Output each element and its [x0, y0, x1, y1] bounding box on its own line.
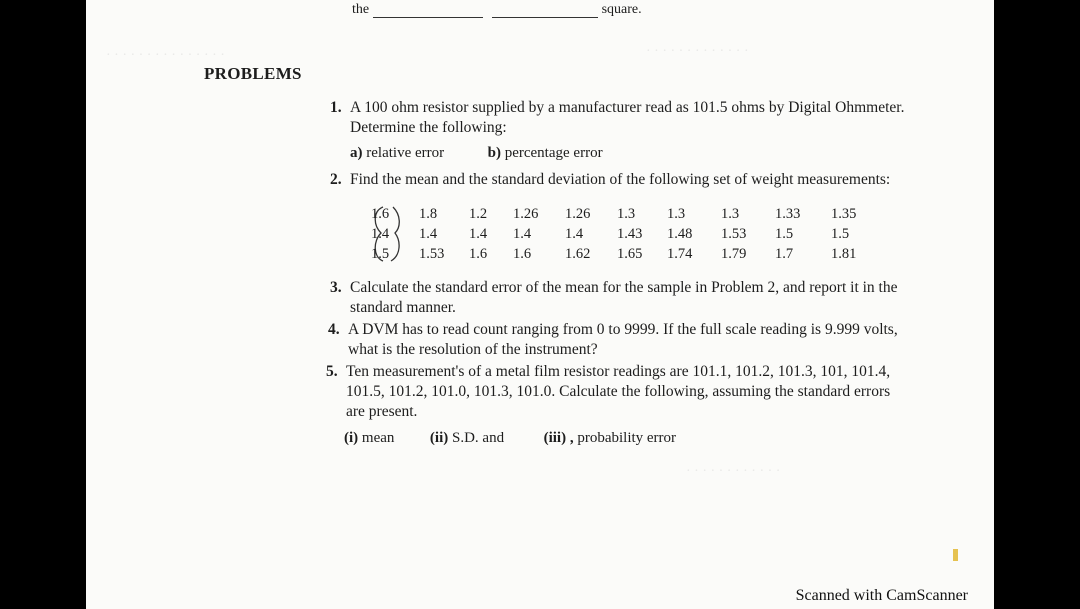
- part-text: relative error: [366, 145, 445, 161]
- measurements-table: [371, 204, 871, 264]
- table-cell: 1.4: [565, 225, 584, 242]
- problem-number: 4.: [328, 321, 340, 338]
- table-cell: 1.74: [667, 245, 693, 262]
- table-cell: 1.81: [831, 245, 857, 262]
- table-cell: 1.4: [371, 225, 390, 242]
- problem-text: A DVM has to read count ranging from 0 to 9999. If the full scale reading is 9.999 volts,: [348, 321, 898, 338]
- table-row: [371, 224, 871, 244]
- table-cell: 1.53: [419, 245, 445, 262]
- problem-4: [328, 320, 898, 360]
- problem-1-parts: [350, 145, 603, 162]
- problem-text: what is the resolution of the instrument?: [348, 341, 598, 358]
- table-cell: 1.3: [721, 205, 740, 222]
- part-label: b): [487, 145, 501, 161]
- table-cell: 1.53: [721, 225, 747, 242]
- bleed-through-text: · · · · · · · · · · · · · · ·: [106, 48, 225, 63]
- table-cell: 1.33: [775, 205, 801, 222]
- problem-number: 2.: [330, 171, 342, 188]
- table-row: [371, 204, 871, 224]
- table-cell: 1.3: [617, 205, 636, 222]
- part-text: probability error: [577, 430, 677, 446]
- problem-1: [330, 98, 904, 138]
- table-cell: 1.65: [617, 245, 643, 262]
- table-row: [371, 244, 871, 264]
- top-right-word: square.: [601, 2, 642, 17]
- table-cell: 1.62: [565, 245, 591, 262]
- table-cell: 1.4: [469, 225, 488, 242]
- table-cell: 1.26: [565, 205, 591, 222]
- table-cell: 1.5: [831, 225, 850, 242]
- problem-text: are present.: [346, 403, 418, 420]
- problem-text: Determine the following:: [350, 119, 507, 136]
- part-label: (i): [344, 430, 359, 446]
- problem-number: 5.: [326, 363, 338, 380]
- problem-number: 3.: [330, 279, 342, 296]
- highlighter-mark: [953, 549, 958, 561]
- problem-5: [326, 362, 890, 422]
- section-heading: PROBLEMS: [204, 64, 302, 83]
- table-cell: 1.5: [371, 245, 390, 262]
- fill-blank-line: [492, 3, 598, 18]
- table-cell: 1.8: [419, 205, 438, 222]
- table-cell: 1.4: [513, 225, 532, 242]
- problem-text: Calculate the standard error of the mean for the sample in Problem 2, and report it in the: [350, 279, 898, 296]
- table-cell: 1.3: [667, 205, 686, 222]
- table-cell: 1.7: [775, 245, 794, 262]
- scanner-watermark: Scanned with CamScanner: [795, 587, 968, 604]
- part-label: (ii): [429, 430, 449, 446]
- problem-text: Ten measurement's of a metal film resistor readings are 101.1, 101.2, 101.3, 101, 101.4,: [346, 363, 891, 380]
- top-left-word: the: [352, 2, 370, 17]
- part-label: (iii) ,: [543, 430, 574, 446]
- table-cell: 1.35: [831, 205, 857, 222]
- problem-number: 1.: [330, 99, 342, 116]
- problem-2: [330, 170, 890, 190]
- problem-3: [330, 278, 898, 318]
- problem-text: 101.5, 101.2, 101.0, 101.3, 101.0. Calculate the following, assuming the standard errors: [346, 383, 891, 400]
- scanned-page: [86, 0, 994, 609]
- measurements-table-body: [371, 204, 871, 264]
- table-cell: 1.6: [469, 245, 488, 262]
- table-cell: 1.43: [617, 225, 643, 242]
- table-cell: 1.4: [419, 225, 438, 242]
- table-cell: 1.26: [513, 205, 539, 222]
- table-cell: 1.48: [667, 225, 693, 242]
- part-label: a): [350, 145, 363, 161]
- problem-5-parts: [344, 430, 676, 447]
- table-cell: 1.6: [513, 245, 532, 262]
- problem-text: Find the mean and the standard deviation of the following set of weight measurements:: [350, 171, 891, 188]
- problem-text: standard manner.: [350, 299, 456, 316]
- part-text: S.D. and: [451, 430, 505, 446]
- previous-page-fragment: [352, 2, 642, 18]
- part-text: percentage error: [504, 145, 603, 161]
- table-cell: 1.6: [371, 205, 390, 222]
- fill-blank-line: [373, 3, 483, 18]
- problem-text: A 100 ohm resistor supplied by a manufacturer read as 101.5 ohms by Digital Ohmmeter.: [350, 99, 905, 116]
- part-text: mean: [361, 430, 395, 446]
- bleed-through-text: · · · · · · · · · · · ·: [686, 464, 781, 479]
- table-cell: 1.2: [469, 205, 488, 222]
- table-cell: 1.5: [775, 225, 794, 242]
- table-cell: 1.79: [721, 245, 747, 262]
- bleed-through-text: · · · · · · · · · · · · ·: [646, 44, 749, 59]
